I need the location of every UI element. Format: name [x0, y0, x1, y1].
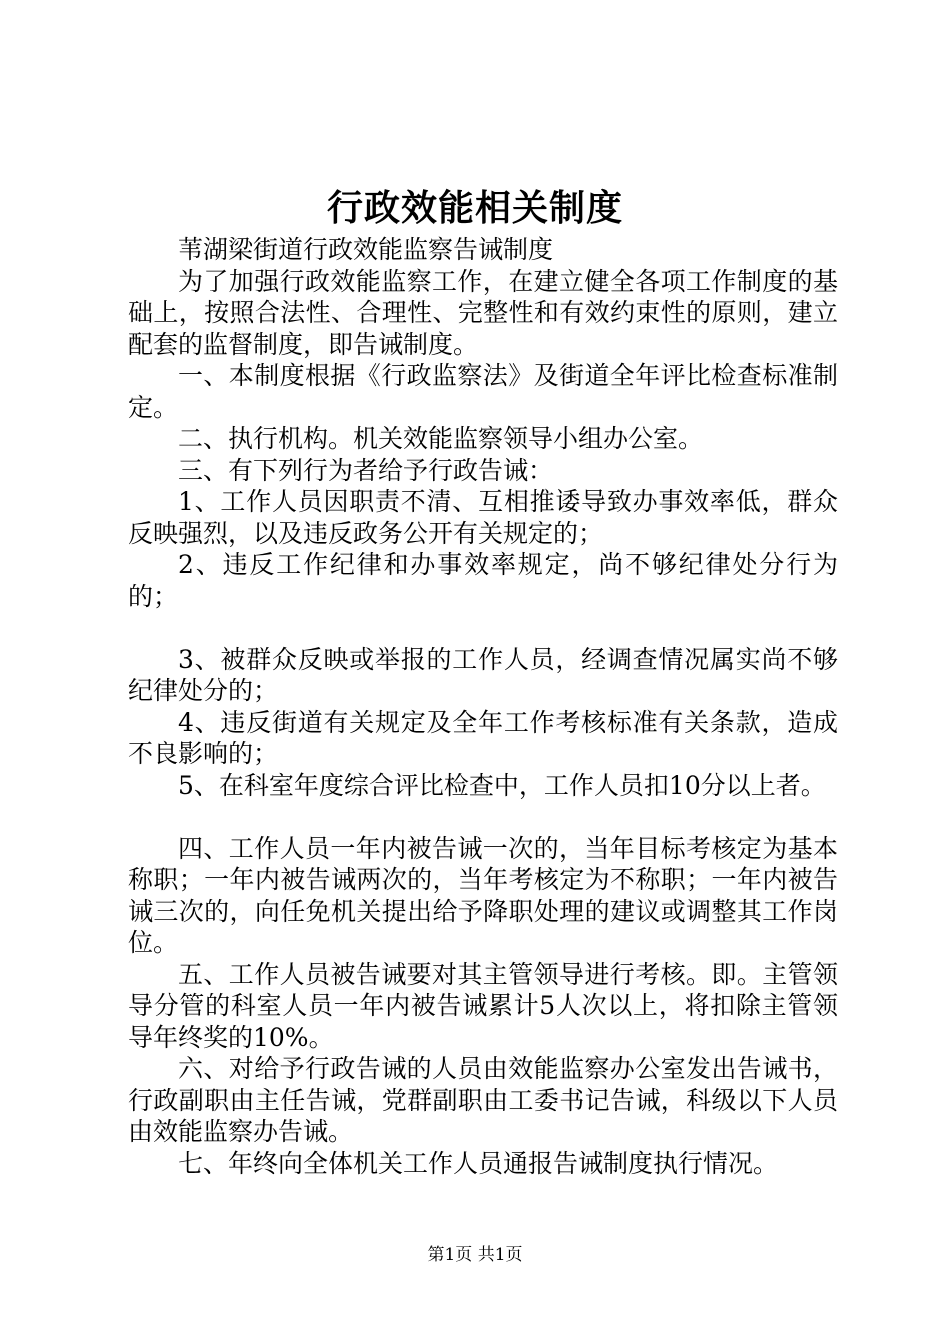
paragraph-section-6: 六、对给予行政告诫的人员由效能监察办公室发出告诫书，行政副职由主任告诫，党群副职由工委书记告诫，科级以下人员由效能监察办告诫。: [128, 1054, 838, 1146]
paragraph-section-3: 三、有下列行为者给予行政告诫：: [178, 455, 554, 485]
page-number-footer: 第1页 共1页: [427, 1245, 523, 1265]
paragraph-section-5: 五、工作人员被告诫要对其主管领导进行考核。即。主管领导分管的科室人员一年内被告诫累计5人次以上，将扣除主管领导年终奖的10%。: [128, 959, 838, 1052]
paragraph-item-5: 5、在科室年度综合评比检查中，工作人员扣10分以上者。: [178, 770, 826, 800]
paragraph-item-4: 4、违反街道有关规定及全年工作考核标准有关条款，造成不良影响的；: [128, 707, 838, 768]
paragraph-item-2: 2、违反工作纪律和办事效率规定，尚不够纪律处分行为的；: [128, 550, 838, 611]
paragraph-intro: 为了加强行政效能监察工作，在建立健全各项工作制度的基础上，按照合法性、合理性、完整性和有效约束性的原则，建立配套的监督制度，即告诫制度。: [128, 266, 838, 359]
paragraph-section-1: 一、本制度根据《行政监察法》及街道全年评比检查标准制定。: [128, 361, 838, 422]
document-title: 行政效能相关制度: [326, 187, 623, 229]
paragraph-section-4: 四、工作人员一年内被告诫一次的，当年目标考核定为基本称职；一年内被告诫两次的，当年考核定为不称职；一年内被告诫三次的，向任免机关提出给予降职处理的建议或调整其工作岗位。: [128, 833, 838, 957]
paragraph-section-7: 七、年终向全体机关工作人员通报告诫制度执行情况。: [178, 1148, 779, 1178]
paragraph-item-1: 1、工作人员因职责不清、互相推诿导致办事效率低，群众反映强烈，以及违反政务公开有关规定的；: [128, 487, 838, 548]
paragraph-subtitle: 苇湖梁街道行政效能监察告诫制度: [178, 235, 554, 264]
paragraph-section-2: 二、执行机构。机关效能监察领导小组办公室。: [178, 424, 704, 453]
paragraph-item-3: 3、被群众反映或举报的工作人员，经调查情况属实尚不够纪律处分的；: [128, 644, 838, 705]
document-body: [128, 234, 838, 1179]
